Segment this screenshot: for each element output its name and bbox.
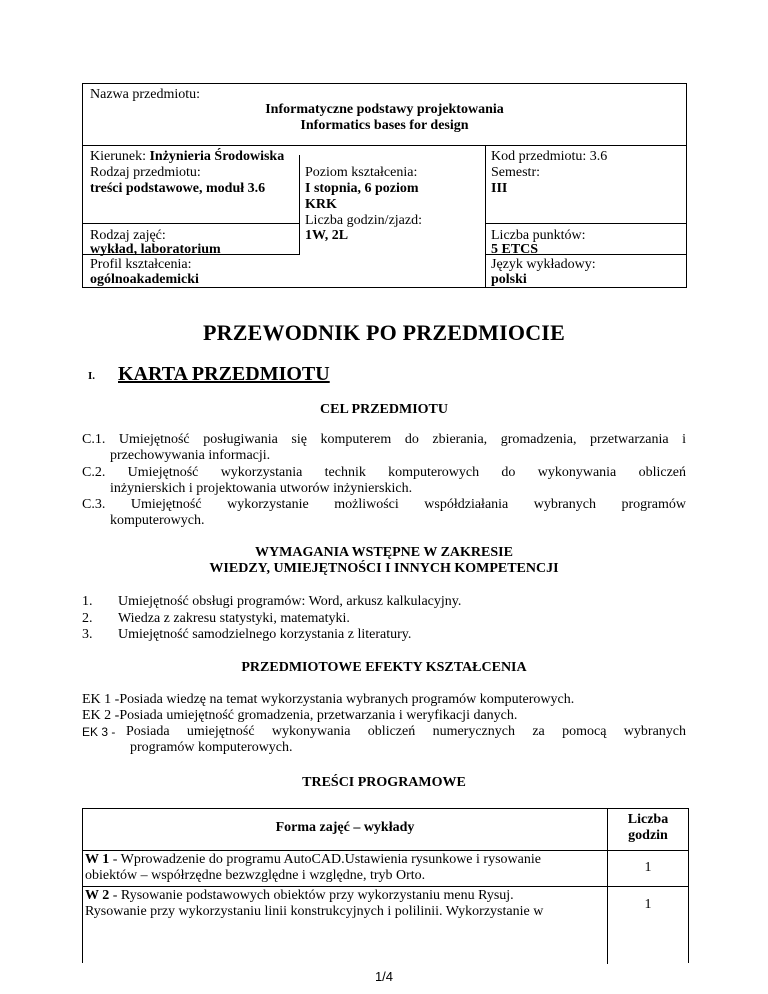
table-row-w1-line1 — [85, 852, 541, 868]
cel-c2-line2: inżynierskich i projektowania utworów inżynierskich. — [110, 481, 413, 496]
grid-divider — [299, 179, 300, 255]
rodzaj-przedmiotu-label: Rodzaj przedmiotu: — [90, 165, 201, 180]
tresci-heading: TREŚCI PROGRAMOWE — [302, 775, 466, 790]
rodzaj-zajec-value: wykład, laboratorium — [90, 242, 221, 257]
kierunek-field — [90, 149, 284, 165]
punkty-label: Liczba punktów: — [491, 228, 586, 243]
page-number: 1/4 — [374, 969, 394, 984]
grid-divider — [299, 155, 300, 180]
grid-divider — [485, 146, 486, 287]
list-number: 2. — [82, 611, 93, 626]
jezyk-label: Język wykładowy: — [491, 257, 596, 272]
wymagania-item-2 — [82, 611, 350, 627]
table-divider — [83, 850, 688, 851]
table-row-w2-line2: Rysowanie przy wykorzystaniu linii konstrukcyjnych i polilinii. Wykorzystanie w — [85, 904, 544, 919]
row-hours: 1 — [644, 860, 652, 875]
col-header-hours-1: Liczba — [627, 812, 669, 827]
col-header-hours-2: godzin — [628, 828, 668, 843]
wymagania-item-1 — [82, 594, 461, 610]
wymagania-heading-2: WIEDZY, UMIEJĘTNOŚCI I INNYCH KOMPETENCJI — [209, 561, 559, 576]
efekty-heading: PRZEDMIOTOWE EFEKTY KSZTAŁCENIA — [241, 660, 527, 675]
list-text: Umiejętność samodzielnego korzystania z literatury. — [118, 627, 412, 642]
profil-label: Profil kształcenia: — [90, 257, 192, 272]
section-title: KARTA PRZEDMIOTU — [118, 363, 330, 385]
punkty-value: 5 ETCS — [491, 242, 539, 257]
cel-c2-line1: C.2. Umiejętność wykorzystania technik komputerowych do wykonywania obliczeń — [82, 465, 686, 480]
godziny-value: 1W, 2L — [305, 228, 349, 243]
efekt-ek2: EK 2 -Posiada umiejętność gromadzenia, przetwarzania i weryfikacji danych. — [82, 708, 518, 723]
cel-heading: CEL PRZEDMIOTU — [320, 402, 448, 417]
row-hours: 1 — [644, 897, 652, 912]
ek3-label: EK 3 - — [82, 725, 116, 739]
cel-c3-line2: komputerowych. — [110, 513, 205, 528]
semestr-label: Semestr: — [491, 165, 540, 180]
course-title-pl: Informatyczne podstawy projektowania — [265, 102, 504, 117]
efekt-ek3-line2: programów komputerowych. — [130, 740, 293, 755]
rodzaj-zajec-label: Rodzaj zajęć: — [90, 228, 166, 243]
jezyk-value: polski — [491, 272, 527, 287]
page-title: PRZEWODNIK PO PRZEDMIOCIE — [203, 320, 565, 345]
list-text: Wiedza z zakresu statystyki, matematyki. — [118, 611, 350, 626]
row-code: W 1 — [85, 852, 110, 867]
efekt-ek1: EK 1 -Posiada wiedzę na temat wykorzystania wybranych programów komputerowych. — [82, 692, 575, 707]
rodzaj-przedmiotu-value: treści podstawowe, moduł 3.6 — [90, 181, 266, 196]
program-table — [82, 808, 689, 963]
semestr-value: III — [491, 181, 508, 196]
table-row-w1-line2: obiektów – współrzędne bezwzględne i względne, tryb Orto. — [85, 868, 426, 883]
col-header-form: Forma zajęć – wykłady — [275, 820, 415, 835]
table-row-w2-line1 — [85, 888, 514, 904]
ek3-text: Posiada umiejętność wykonywania obliczeń numerycznych za pomocą wybranych — [126, 724, 686, 739]
course-info-table — [82, 146, 687, 288]
efekt-ek3 — [82, 724, 686, 740]
wymagania-heading-1: WYMAGANIA WSTĘPNE W ZAKRESIE — [255, 545, 513, 560]
kierunek-value: Inżynieria Środowiska — [149, 149, 285, 164]
wymagania-item-3 — [82, 627, 411, 643]
grid-divider — [485, 223, 687, 224]
cel-c3-line1: C.3. Umiejętność wykorzystanie możliwości współdziałania wybranych programów — [82, 497, 686, 512]
list-text: Umiejętność obsługi programów: Word, arkusz kalkulacyjny. — [118, 594, 462, 609]
grid-divider — [83, 223, 299, 224]
godziny-label: Liczba godzin/zjazd: — [305, 213, 422, 228]
profil-value: ogólnoakademicki — [90, 272, 199, 287]
table-divider — [83, 886, 688, 887]
list-number: 1. — [82, 594, 93, 609]
row-text: - Wprowadzenie do programu AutoCAD.Ustawienia rysunkowe i rysowanie — [109, 852, 541, 867]
kod-przedmiotu: Kod przedmiotu: 3.6 — [491, 149, 608, 164]
list-number: 3. — [82, 627, 93, 642]
kierunek-label: Kierunek: — [90, 149, 150, 164]
poziom-value: I stopnia, 6 poziom — [305, 181, 419, 196]
course-title-en: Informatics bases for design — [300, 118, 469, 133]
cel-c1-line2: przechowywania informacji. — [110, 448, 271, 463]
row-text: - Rysowanie podstawowych obiektów przy wykorzystaniu menu Rysuj. — [109, 888, 514, 903]
course-name-label: Nazwa przedmiotu: — [90, 87, 201, 102]
section-number: I. — [88, 370, 96, 382]
poziom-value-2: KRK — [305, 197, 337, 212]
cel-c1-line1: C.1. Umiejętność posługiwania się komputerem do zbierania, gromadzenia, przetwarzania i — [82, 432, 686, 447]
row-code: W 2 — [85, 888, 110, 903]
poziom-label: Poziom kształcenia: — [305, 165, 418, 180]
course-name-box — [82, 83, 687, 146]
